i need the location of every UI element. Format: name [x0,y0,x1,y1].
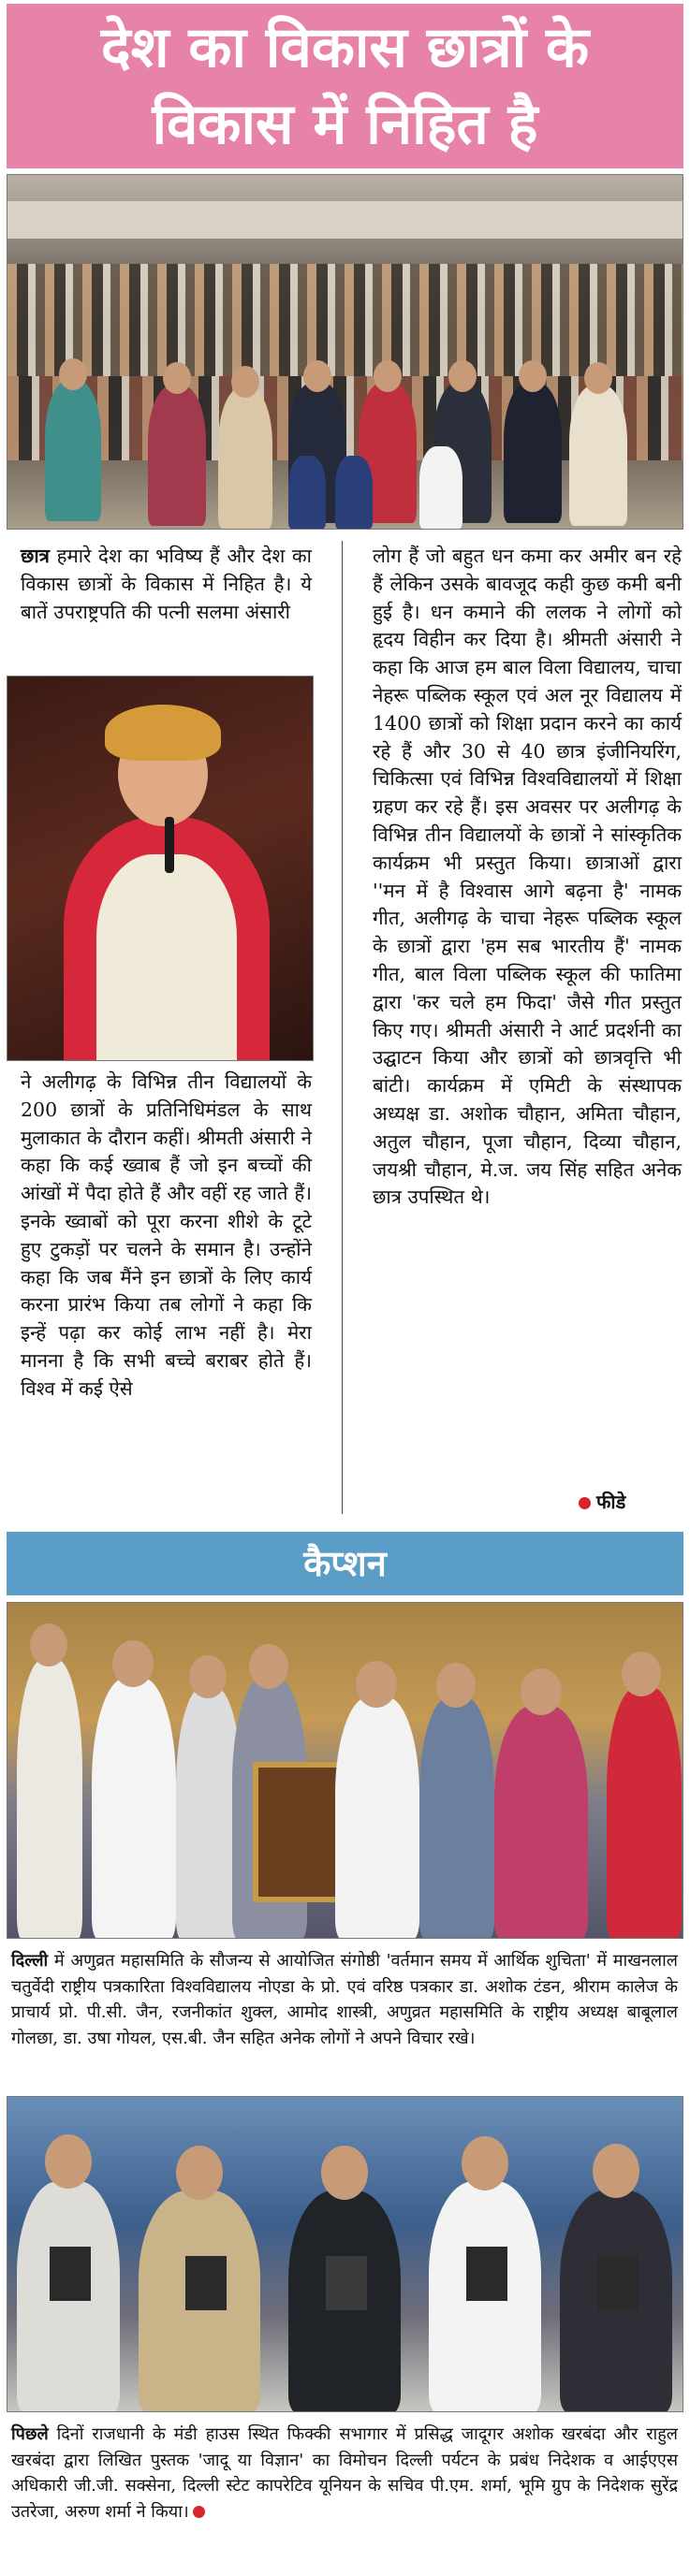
speaker-photo [7,676,314,1061]
caption-2 [11,2422,678,2525]
caption-1-body: में अणुव्रत महासमिति के सौजन्य से आयोजित संगोष्ठी 'वर्तमान समय में आर्थिक शुचिता' में माखनलाल चतुर्वेदी राष्ट्रीय पत्रकारिता विश्वविद्यालय नोएडा के प्रो. एवं वरिष्ठ पत्रकार डा. अशोक टंडन, श्रीराम कालेज के प्राचार्य प्रो. पी.सी. जैन, रजनीकांत शुक्ल, आमोद शास्त्री, अणुव्रत महासमिति के राष्ट्रीय अध्यक्ष बाबूलाल गोलछा, डा. उषा गोयल, एस.बी. जैन सहित अनेक लोगों ने अपने विचार रखे। [11,1951,678,2048]
column-divider [342,541,343,1514]
bullet-dot-icon [579,1497,591,1509]
caption-section-banner: कैप्शन [7,1532,683,1595]
article-text-left-bottom: ने अलीगढ़ के विभिन्न तीन विद्यालयों के 200 छात्रों के प्रतिनिधिमंडल के साथ मुलाकात के दौरान कहीं। श्रीमती अंसारी ने कहा कि कई ख्वाब हैं जो इन बच्चों की आंखों में पैदा होते हैं और वहीं रह जाते हैं। इनके ख्वाबों को पूरा करना शीशे के टूटे हुए टुकड़ों पर चलने के समान है। उन्होंने कहा कि जब मैंने इन छात्रों के लिए कार्य करना प्रारंभ किया तब लोगों ने कहा कि इन्हें पढ़ा कर कोई लाभ नहीं है। मेरा मानना है कि सभी बच्चे बराबर होते हैं। विश्व में कई ऐसे [21,1070,312,1400]
group-photo [7,174,683,530]
article-text-left-top [21,543,312,626]
headline-line-2: विकास में निहित है [152,92,538,157]
agency-credit [579,1489,625,1515]
book-launch-photo [7,2096,683,2412]
caption-2-body: दिनों राजधानी के मंडी हाउस स्थित फिक्की सभागार में प्रसिद्ध जादूगर अशोक खरबंदा और राहुल खरबंदा द्वारा लिखित पुस्तक 'जादू या विज्ञान' का विमोचन दिल्ली पर्यटन के प्रबंध निदेशक व आईएएस अधिकारी जी.जी. सक्सेना, दिल्ली स्टेट कापरेटिव यूनियन के सचिव पी.एम. शर्मा, भूमि ग्रुप के निदेशक सुरेंद्र उतरेजा, अरुण शर्मा ने किया। [11,2424,678,2522]
headline-line-1: देश का विकास छात्रों के [100,15,590,80]
caption-2-lead: पिछले [11,2424,49,2444]
award-photo [7,1602,683,1939]
end-dot-icon [193,2506,205,2518]
headline [7,4,683,168]
caption-1 [11,1948,678,2051]
caption-1-place: दिल्ली [11,1951,49,1971]
article-lead-word: छात्र [21,545,50,567]
article-text-right: लोग हैं जो बहुत धन कमा कर अमीर बन रहे हैं लेकिन उसके बावजूद कही कुछ कमी बनी हुई है। धन कमाने की ललक ने लोगों को हृदय विहीन कर दिया है। श्रीमती अंसारी ने कहा कि आज हम बाल विला विद्यालय, चाचा नेहरू पब्लिक स्कूल एवं अल नूर विद्यालय में 1400 छात्रों को शिक्षा प्रदान करने का कार्य रहे हैं और 30 से 40 छात्र इंजीनियरिंग, चिकित्सा एवं विभिन्न विश्वविद्यालयों में शिक्षा ग्रहण कर रहे हैं। इस अवसर पर अलीगढ़ के विभिन्न तीन विद्यालयों के छात्रों ने सांस्कृतिक कार्यक्रम भी प्रस्तुत किया। छात्राओं द्वारा ''मन में है विश्वास आगे बढ़ना है' नामक गीत, अलीगढ़ के चाचा नेहरू पब्लिक स्कूल के छात्रों द्वारा 'हम सब भारतीय हैं' नामक गीत, बाल विला पब्लिक स्कूल की फातिमा द्वारा 'कर चले हम फिदा' जैसे गीत प्रस्तुत किए गए। श्रीमती अंसारी ने आर्ट प्रदर्शनी का उद्घाटन किया और छात्रों को छात्रवृत्ति भी बांटी। कार्यक्रम में एमिटी के संस्थापक अध्यक्ष डा. अशोक चौहान, अमिता चौहान, अतुल चौहान, पूजा चौहान, दिव्या चौहान, जयश्री चौहान, मे.ज. जय सिंह सहित अनेक छात्र उपस्थित थे। [373,545,682,1209]
article-text-left-top-body: हमारे देश का भविष्य हैं और देश का विकास छात्रों के विकास में निहित है। ये बातें उपराष्ट्रपति की पत्नी सलमा अंसारी [21,545,312,623]
agency-name: फीडे [596,1491,626,1513]
